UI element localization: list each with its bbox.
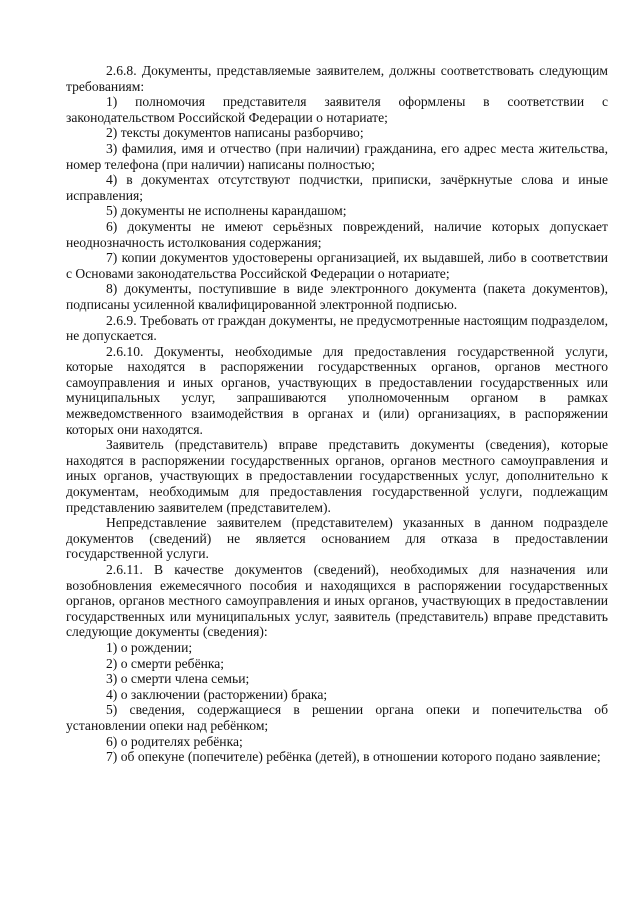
requirement-item-7: 7) копии документов удостоверены организацией, их выдавшей, либо в соответствии с Основами законодательства Российской Федерации о нотариате; [66,250,608,281]
paragraph-2-6-11: 2.6.11. В качестве документов (сведений), необходимых для назначения или возобновления ежемесячного пособия и находящихся в распоряжении государственных органов, органов местного самоуправления и иных органов, участвующих в предоставлении государственных или муниципальных услуг, заявитель (представитель) вправе представить следующие документы (сведения): [66,562,608,640]
requirement-item-5: 5) документы не исполнены карандашом; [106,203,347,219]
requirement-item-4: 4) в документах отсутствуют подчистки, приписки, зачёркнутые слова и иные исправления; [66,172,608,203]
requirement-item-8: 8) документы, поступившие в виде электронного документа (пакета документов), подписаны усиленной квалифицированной электронной подписью. [66,281,608,312]
requirement-item-2: 2) тексты документов написаны разборчиво; [106,125,364,141]
paragraph-non-submission: Непредставление заявителем (представителем) указанных в данном подразделе документов (сведений) не является основанием для отказа в предоставлении государственной услуги. [66,515,608,562]
document-item-6: 6) о родителях ребёнка; [106,733,243,749]
requirement-item-1: 1) полномочия представителя заявителя оформлены в соответствии с законодательством Российской Федерации о нотариате; [66,94,608,125]
requirement-item-6: 6) документы не имеют серьёзных повреждений, наличие которых допускает неоднозначность истолкования содержания; [66,218,608,250]
requirement-item-3: 3) фамилия, имя и отчество (при наличии) гражданина, его адрес места жительства, номер телефона (при наличии) написаны полностью; [66,140,608,172]
document-item-7: 7) об опекуне (попечителе) ребёнка (детей), в отношении которого подано заявление; [106,749,601,765]
paragraph-2-6-9: 2.6.9. Требовать от граждан документы, не предусмотренные настоящим подразделом, не допускается. [66,312,608,344]
document-item-3: 3) о смерти члена семьи; [106,671,250,687]
paragraph-2-6-8: 2.6.8. Документы, представляемые заявителем, должны соответствовать следующим требованиям: [66,63,608,94]
document-item-1: 1) о рождении; [106,639,193,655]
document-item-5: 5) сведения, содержащиеся в решении органа опеки и попечительства об установлении опеки над ребёнком; [66,702,608,733]
paragraph-2-6-10: 2.6.10. Документы, необходимые для предоставления государственной услуги, которые находятся в распоряжении государственных органов, органов местного самоуправления и иных органов, участвующих в предоставлении государственных или муниципальных услуг, запрашиваются уполномоченным органом в рамках межведомственного взаимодействия в органах и (или) организациях, в распоряжении которых они находятся. [66,343,608,437]
document-item-4: 4) о заключении (расторжении) брака; [106,686,328,702]
document-item-2: 2) о смерти ребёнка; [106,655,225,671]
paragraph-applicant-right: Заявитель (представитель) вправе представить документы (сведения), которые находятся в распоряжении государственных органов, органов местного самоуправления и иных органов, участвующих в предоставлении государственных услуг, дополнительно к документам, необходимым для предоставления государственной услуги, подлежащим представлению заявителем (представителем). [66,437,608,515]
